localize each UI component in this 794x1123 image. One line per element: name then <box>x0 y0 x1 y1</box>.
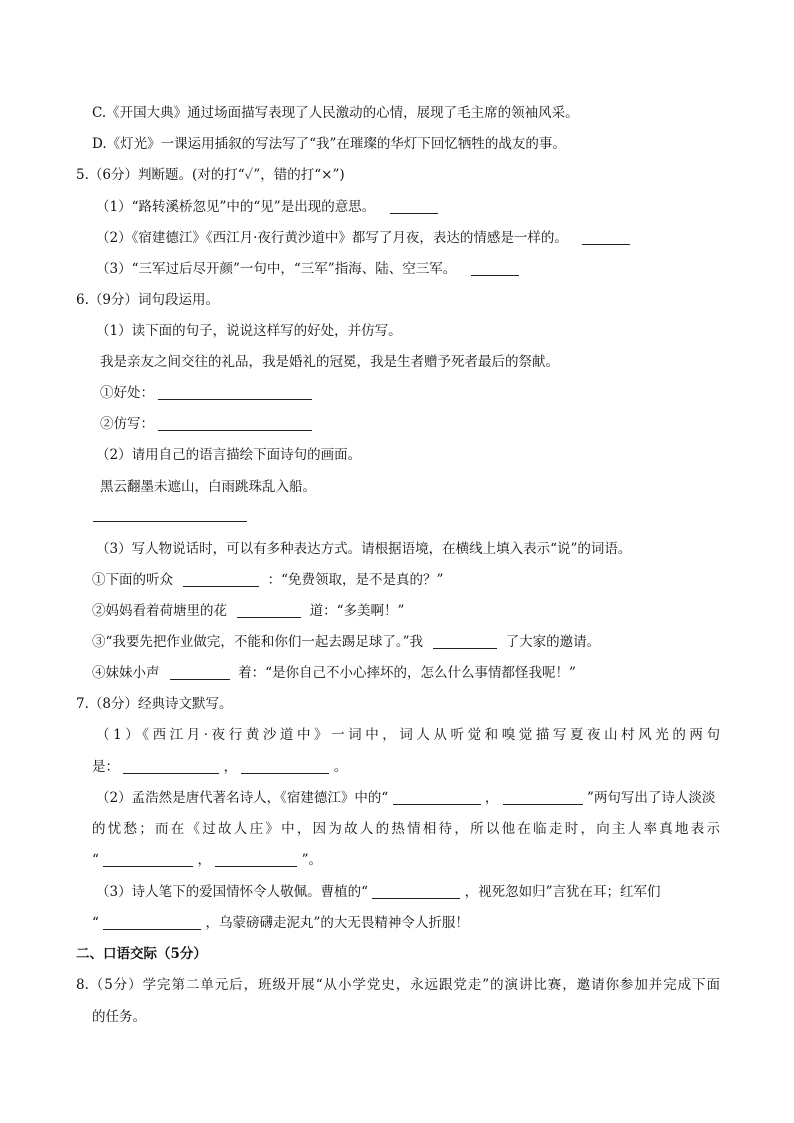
q7-part2-open-quote: “ <box>92 852 99 868</box>
q7-part3-trail: ，视死忽如归”言犹在耳；红军们 <box>464 884 661 900</box>
q5-item-2 <box>96 228 630 248</box>
q7-part1-blank-2[interactable] <box>241 759 329 774</box>
q7-part3-open-quote: “ <box>92 915 99 931</box>
q6-benefit-blank[interactable] <box>158 385 312 400</box>
q7-part2-trail: ”两句写出了诗人淡淡 <box>586 790 716 806</box>
q6-imitate-label: ②仿写： <box>100 416 154 432</box>
q6-sentence: 我是亲友之间交往的礼品，我是婚礼的冠冕，我是生者赠予死者最后的祭献。 <box>100 354 559 370</box>
q7-part1-line2 <box>92 757 347 777</box>
q7-part3-lead: （3）诗人笔下的爱国情怀令人敬佩。曹植的“ <box>96 884 368 900</box>
q7-part2-close-quote: ”。 <box>301 852 322 868</box>
q5-item-2-text: （2）《宿建德江》《西江月·夜行黄沙道中》都写了月夜，表达的情感是一样的。 <box>96 230 568 246</box>
q7-part2-line1 <box>96 788 715 808</box>
q7-part2-line2: 的忧愁；而在《过故人庄》中，因为故人的热情相待，所以他在临走时，向主人率真地表示 <box>92 821 720 837</box>
q8-line-1: 8.（5分）学完第二单元后，班级开展“从小学党史，永远跟党走”的演讲比赛，邀请你参加并完成下面 <box>76 977 720 993</box>
q4-option-d: D.《灯光》一课运用插叙的写法写了“我”在璀璨的华灯下回忆牺牲的战友的事。 <box>92 136 566 152</box>
q6-fill-1-after: ：“免费领取，是不是真的？” <box>267 572 444 588</box>
q6-poem-answer-blank[interactable] <box>93 521 247 522</box>
q6-part3-prompt: （3）写人物说话时，可以有多种表达方式。请根据语境，在横线上填入表示“说”的词语。 <box>96 541 632 557</box>
q6-fill-1-blank[interactable] <box>183 572 259 587</box>
q7-part2-line3 <box>92 850 322 870</box>
q7-part3-blank-1[interactable] <box>372 884 460 899</box>
q6-fill-2-blank[interactable] <box>237 603 301 618</box>
q7-part1-line1: （1）《西江月·夜行黄沙道中》一词中，词人从听觉和嗅觉描写夏夜山村风光的两句 <box>96 727 720 743</box>
q5-item-3-text: （3）“三军过后尽开颜”一句中，“三军”指海、陆、空三军。 <box>96 261 457 277</box>
q5-item-1-text: （1）“路转溪桥忽见”中的“见”是出现的意思。 <box>96 199 376 215</box>
q7-part2-comma: ， <box>484 790 499 806</box>
q7-part2-blank-1[interactable] <box>393 790 481 805</box>
q6-fill-3 <box>92 632 600 652</box>
q6-fill-3-before: ③“我要先把作业做完，不能和你们一起去踢足球了。”我 <box>92 634 424 650</box>
q5-title: 5.（6分）判断题。(对的打“✓”，错的打“×”) <box>76 167 345 183</box>
q7-part1-comma: ， <box>223 759 238 775</box>
q6-fill-4-before: ④妹妹小声 <box>92 665 160 681</box>
q4-option-c: C.《开国大典》通过场面描写表现了人民激动的心情，展现了毛主席的领袖风采。 <box>92 105 579 121</box>
q7-part1-lead: 是： <box>92 759 119 775</box>
q6-part2-prompt: （2）请用自己的语言描绘下面诗句的画面。 <box>96 447 362 463</box>
q5-answer-3-blank[interactable] <box>471 261 519 276</box>
q7-part3-line1 <box>96 882 661 902</box>
q6-fill-2-after: 道：“多美啊！” <box>309 603 405 619</box>
q6-fill-4-blank[interactable] <box>170 665 230 680</box>
q5-item-1 <box>96 197 438 217</box>
q6-imitate <box>100 414 312 434</box>
q6-fill-2-before: ②妈妈看着荷塘里的花 <box>92 603 227 619</box>
q6-fill-3-after: 了大家的邀请。 <box>505 634 601 650</box>
q5-answer-1-blank[interactable] <box>390 199 438 214</box>
q6-part1-prompt: （1）读下面的句子，说说这样写的好处，并仿写。 <box>96 323 402 339</box>
q7-part2-comma-2: ， <box>197 852 211 868</box>
q6-imitate-blank[interactable] <box>158 416 312 431</box>
q7-part3-end: ，乌蒙磅礴走泥丸”的大无畏精神令人折服！ <box>205 915 469 931</box>
section-2-title: 二、口语交际（5分） <box>76 946 207 962</box>
q7-part1-period: 。 <box>333 759 348 775</box>
q8-line-2: 的任务。 <box>92 1009 146 1025</box>
q6-fill-3-blank[interactable] <box>433 634 497 649</box>
q5-answer-2-blank[interactable] <box>582 230 630 245</box>
q6-benefit-label: ①好处： <box>100 385 154 401</box>
q6-benefit <box>100 383 312 403</box>
q7-part3-blank-2[interactable] <box>103 915 201 930</box>
q6-poem: 黑云翻墨未遮山，白雨跳珠乱入船。 <box>100 479 316 495</box>
q6-fill-1-before: ①下面的听众 <box>92 572 173 588</box>
q5-item-3 <box>96 259 519 279</box>
q6-title: 6.（9分）词句段运用。 <box>76 292 219 308</box>
q7-part2-lead: （2）孟浩然是唐代著名诗人，《宿建德江》中的“ <box>96 790 389 806</box>
q7-part1-blank-1[interactable] <box>123 759 219 774</box>
q6-fill-4-after: 着：“是你自己不小心摔坏的，怎么什么事情都怪我呢！” <box>238 665 576 681</box>
q7-part2-blank-3[interactable] <box>103 852 193 867</box>
q7-title: 7.（8分）经典诗文默写。 <box>76 696 233 712</box>
q6-fill-1 <box>92 570 443 590</box>
q7-part2-blank-4[interactable] <box>215 852 297 867</box>
q6-fill-4 <box>92 663 576 683</box>
q7-part2-blank-2[interactable] <box>503 790 583 805</box>
q6-fill-2 <box>92 601 404 621</box>
q7-part3-line2 <box>92 913 469 933</box>
